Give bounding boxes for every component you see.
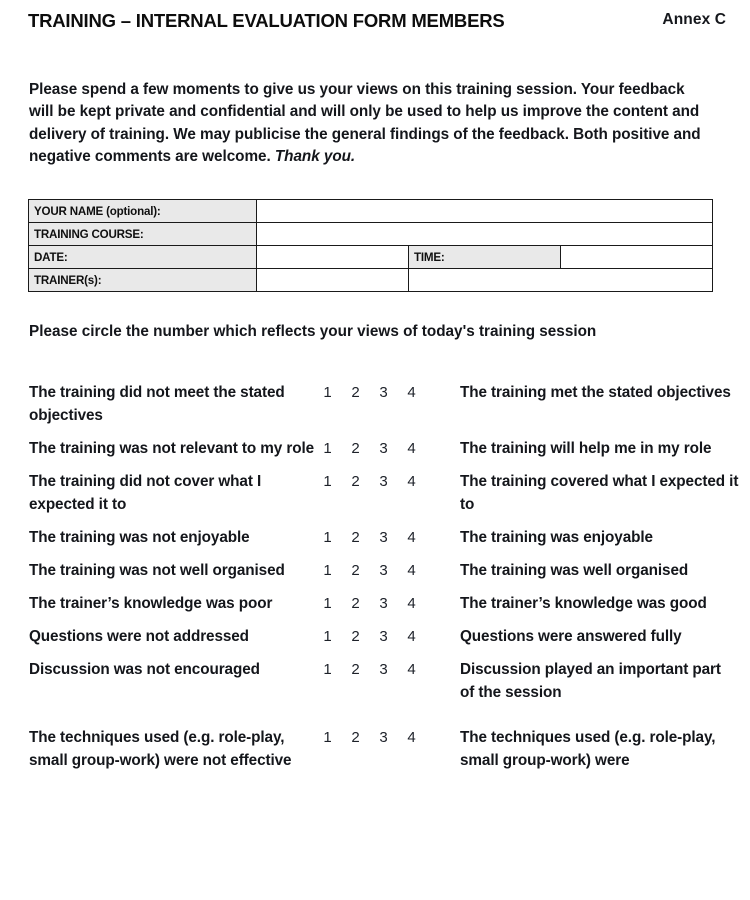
scale-positive-label: The training met the stated objectives: [460, 384, 731, 401]
input-time[interactable]: [561, 246, 713, 269]
input-date[interactable]: [257, 246, 409, 269]
scale-positive-label: The techniques used (e.g. role-play, small group-work) were: [460, 729, 716, 769]
table-row: [29, 269, 713, 292]
scale-option-2[interactable]: 2: [351, 595, 360, 612]
scale-option-3[interactable]: 3: [379, 661, 388, 678]
scale-option-4[interactable]: 4: [407, 562, 416, 579]
scale-option-1[interactable]: 1: [323, 628, 332, 645]
scale-negative-label: Questions were not addressed: [29, 628, 249, 645]
scale-option-2[interactable]: 2: [351, 473, 360, 490]
scale-row: [29, 559, 739, 582]
scale-options: [319, 526, 460, 549]
scale-options: [319, 726, 460, 749]
scale-option-1[interactable]: 1: [323, 384, 332, 401]
scale-row: [29, 592, 739, 615]
scale-option-1[interactable]: 1: [323, 562, 332, 579]
scale-option-3[interactable]: 3: [379, 529, 388, 546]
scale-option-2[interactable]: 2: [351, 529, 360, 546]
scale-option-4[interactable]: 4: [407, 473, 416, 490]
scale-row: [29, 526, 739, 549]
table-row: [29, 200, 713, 223]
scale-row: [29, 625, 739, 648]
scale-options: [319, 381, 460, 404]
scale-option-1[interactable]: 1: [323, 529, 332, 546]
scale-negative-label: The training was not enjoyable: [29, 529, 250, 546]
scale-options: [319, 437, 460, 460]
scale-option-4[interactable]: 4: [407, 440, 416, 457]
scale-option-3[interactable]: 3: [379, 384, 388, 401]
scale-row: [29, 726, 739, 772]
scale-negative-label: The training did not cover what I expected it to: [29, 473, 262, 513]
scale-options: [319, 625, 460, 648]
rating-scale-list: [29, 381, 739, 782]
scale-row: [29, 470, 739, 516]
scale-negative-label: The trainer’s knowledge was poor: [29, 595, 273, 612]
page-header: [28, 8, 734, 66]
scale-option-4[interactable]: 4: [407, 628, 416, 645]
scale-option-4[interactable]: 4: [407, 529, 416, 546]
respondent-details-table: [28, 199, 713, 292]
scale-negative-label: The training was not well organised: [29, 562, 285, 579]
label-date: DATE:: [29, 246, 257, 269]
scale-options: [319, 470, 460, 493]
scale-row: [29, 658, 739, 704]
input-trainers-left[interactable]: [257, 269, 409, 292]
scale-option-2[interactable]: 2: [351, 562, 360, 579]
scale-option-2[interactable]: 2: [351, 384, 360, 401]
scale-option-1[interactable]: 1: [323, 473, 332, 490]
label-your-name-main: YOUR NAME: [34, 204, 107, 218]
annex-label: Annex C: [662, 11, 726, 28]
page-title: TRAINING – INTERNAL EVALUATION FORM MEMBERS: [28, 10, 505, 31]
label-trainers-suffix: (s):: [84, 273, 102, 287]
label-trainers-main: TRAINER: [34, 273, 85, 287]
label-your-name: [29, 200, 257, 223]
label-your-name-optional: (optional):: [106, 204, 161, 218]
intro-text: Please spend a few moments to give us your views on this training session. Your feedback will be kept private and confidential and will only be used to help us improve the content and delivery of training. We may publicise the general findings of the feedback. Both positive and negative comments are welcome.: [29, 81, 701, 166]
label-training-course: TRAINING COURSE:: [29, 223, 257, 246]
scale-options: [319, 658, 460, 681]
scale-negative-label: The training was not relevant to my role: [29, 440, 314, 457]
scale-negative-label: The training did not meet the stated objectives: [29, 384, 285, 424]
scale-option-3[interactable]: 3: [379, 562, 388, 579]
scale-positive-label: The training will help me in my role: [460, 440, 712, 457]
input-training-course[interactable]: [257, 223, 713, 246]
scale-option-1[interactable]: 1: [323, 440, 332, 457]
scale-option-1[interactable]: 1: [323, 661, 332, 678]
label-time: TIME:: [409, 246, 561, 269]
scale-positive-label: Discussion played an important part of the session: [460, 661, 721, 701]
scale-row: [29, 437, 739, 460]
scale-negative-label: The techniques used (e.g. role-play, small group-work) were not effective: [29, 729, 292, 769]
scale-option-3[interactable]: 3: [379, 628, 388, 645]
scale-positive-label: The trainer’s knowledge was good: [460, 595, 707, 612]
scale-option-4[interactable]: 4: [407, 595, 416, 612]
label-trainers: [29, 269, 257, 292]
scale-option-3[interactable]: 3: [379, 440, 388, 457]
scale-option-4[interactable]: 4: [407, 661, 416, 678]
scale-positive-label: The training was well organised: [460, 562, 689, 579]
scale-option-3[interactable]: 3: [379, 473, 388, 490]
table-row: [29, 246, 713, 269]
circle-instruction: Please circle the number which reflects your views of today's training session: [29, 323, 597, 340]
scale-positive-label: The training was enjoyable: [460, 529, 653, 546]
table-row: [29, 223, 713, 246]
scale-option-2[interactable]: 2: [351, 628, 360, 645]
scale-option-2[interactable]: 2: [351, 440, 360, 457]
scale-option-4[interactable]: 4: [407, 729, 416, 746]
scale-option-3[interactable]: 3: [379, 729, 388, 746]
input-your-name[interactable]: [257, 200, 713, 223]
scale-positive-label: Questions were answered fully: [460, 628, 682, 645]
intro-thanks: Thank you.: [274, 148, 356, 166]
scale-option-4[interactable]: 4: [407, 384, 416, 401]
scale-options: [319, 592, 460, 615]
scale-options: [319, 559, 460, 582]
scale-positive-label: The training covered what I expected it to: [460, 473, 739, 513]
scale-option-1[interactable]: 1: [323, 595, 332, 612]
scale-row: [29, 381, 739, 427]
scale-option-2[interactable]: 2: [351, 661, 360, 678]
input-trainers-right[interactable]: [409, 269, 713, 292]
scale-negative-label: Discussion was not encouraged: [29, 661, 260, 678]
scale-option-2[interactable]: 2: [351, 729, 360, 746]
scale-option-1[interactable]: 1: [323, 729, 332, 746]
scale-option-3[interactable]: 3: [379, 595, 388, 612]
intro-paragraph: [29, 79, 713, 169]
